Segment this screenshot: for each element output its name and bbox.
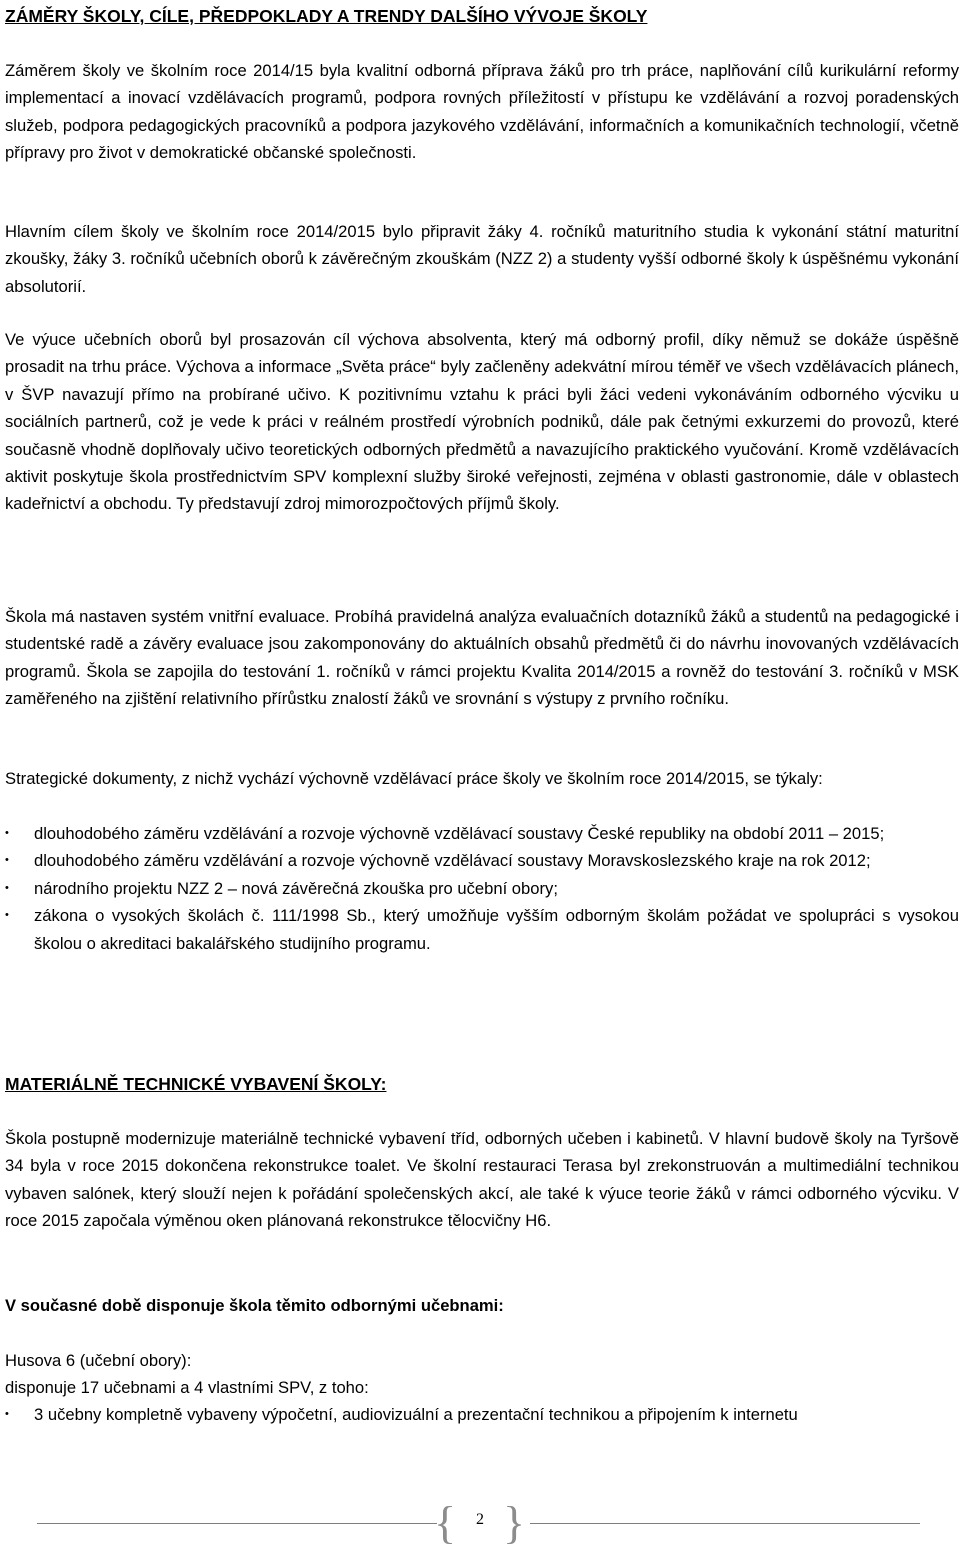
paragraph-main-goal: Hlavním cílem školy ve školním roce 2014/2015 bylo připravit žáky 4. ročníků maturitního studia k vykonání státní maturitní zkoušky, žáky 3. ročníků učebních oborů k závěrečným zkouškám (NZZ 2) a studenty vyšší odborné školy k úspěšnému vykonání absolutorií.: [5, 222, 959, 296]
location-label: Husova 6 (učební obory):: [5, 1351, 192, 1370]
list-item: • dlouhodobého záměru vzdělávání a rozvoje výchovně vzdělávací soustavy České republiky na období 2011 – 2015;: [5, 820, 959, 847]
paragraph-equipment: Škola postupně modernizuje materiálně technické vybavení tříd, odborných učeben i kabinetů. V hlavní budově školy na Tyršově 34 byla v roce 2015 dokončena rekonstrukce toalet. Ve školní restauraci Terasa byl zrekonstruován a multimediální technikou vybaven salónek, který slouží nejen k pořádání společenských akcí, ale také k výuce teorie žáků v rámci odborného výcviku. V roce 2015 započala výměnou oken plánovaná rekonstrukce tělocvičny H6.: [5, 1129, 959, 1231]
classrooms-list: [5, 1401, 959, 1428]
list-item: • 3 učebny kompletně vybaveny výpočetní, audiovizuální a prezentační technikou a připojením k internetu: [5, 1401, 959, 1428]
section-heading-goals: ZÁMĚRY ŠKOLY, CÍLE, PŘEDPOKLADY A TRENDY DALŠÍHO VÝVOJE ŠKOLY: [5, 6, 648, 26]
paragraph-school-intent: Záměrem školy ve školním roce 2014/15 byla kvalitní odborná příprava žáků pro trh práce, naplňování cílů kurikulární reformy implementací a inovací vzdělávacích programů, podpora rovných příležitostí v přístupu ke vzdělávání a rozvoj poradenských služeb, podpora pedagogických pracovníků a podpora jazykového vzdělávání, informačních a komunikačních technologií, včetně přípravy pro život v demokratické občanské společnosti.: [5, 61, 959, 163]
list-item: • zákona o vysokých školách č. 111/1998 Sb., který umožňuje vyšším odborným školám požádat ve spolupráci s vysokou školou o akreditaci bakalářského studijního programu.: [5, 902, 959, 957]
list-item: • národního projektu NZZ 2 – nová závěrečná zkouška pro učební obory;: [5, 875, 959, 902]
section-heading-equipment: MATERIÁLNĚ TECHNICKÉ VYBAVENÍ ŠKOLY:: [5, 1074, 387, 1094]
left-brace-icon: {: [434, 1497, 457, 1548]
page-footer: [0, 1495, 960, 1555]
paragraph-vocational-education: Ve výuce učebních oborů byl prosazován cíl výchova absolventa, který má odborný profil, díky němuž se dokáže úspěšně prosadit na trhu práce. Výchova a informace „Světa práce“ byly začleněny adekvátní mírou téměř ve všech vzdělávacích plánech, v ŠVP navazují přímo na probírané učivo. K pozitivnímu vztahu k práci byli žáci vedeni vykonáváním odborného výcviku u sociálních partnerů, což je vede k práci v reálném prostředí výrobních podniků, dále pak četnými exkurzemi do provozů, které současně vhodně doplňovaly učivo teoretických odborných předmětů a navazujícího praktického vyučování. Kromě vzdělávacích aktivit poskytuje škola prostřednictvím SPV komplexní služby široké veřejnosti, zejména v oblasti gastronomie, dále v oblastech kadeřnictví a obchodu. Ty představují zdroj mimorozpočtových příjmů školy.: [5, 330, 959, 514]
page-number: 2: [476, 1511, 484, 1528]
paragraph-classrooms-heading: V současné době disponuje škola těmito odbornými učebnami:: [5, 1296, 504, 1315]
right-brace-icon: }: [503, 1497, 526, 1548]
classrooms-count: disponuje 17 učebnami a 4 vlastními SPV, z toho:: [5, 1378, 369, 1397]
paragraph-evaluation: Škola má nastaven systém vnitřní evaluace. Probíhá pravidelná analýza evaluačních dotazníků žáků a studentů na pedagogické i studentské radě a závěry evaluace jsou zakomponovány do aktuálních obsahů předmětů či do návrhu inovovaných vzdělávacích programů. Škola se zapojila do testování 1. ročníků v rámci projektu Kvalita 2014/2015 a rovněž do testování 3. ročníků v MSK zaměřeného na zjištění relativního přírůstku znalostí žáků ve srovnání s výstupy z prvního ročníku.: [5, 607, 959, 709]
list-item: • dlouhodobého záměru vzdělávání a rozvoje výchovně vzdělávací soustavy Moravskoslezského kraje na rok 2012;: [5, 847, 959, 874]
strategic-documents-list: [5, 820, 959, 957]
paragraph-strategic-documents: Strategické dokumenty, z nichž vychází výchovně vzdělávací práce školy ve školním roce 2014/2015, se týkaly:: [5, 769, 823, 788]
